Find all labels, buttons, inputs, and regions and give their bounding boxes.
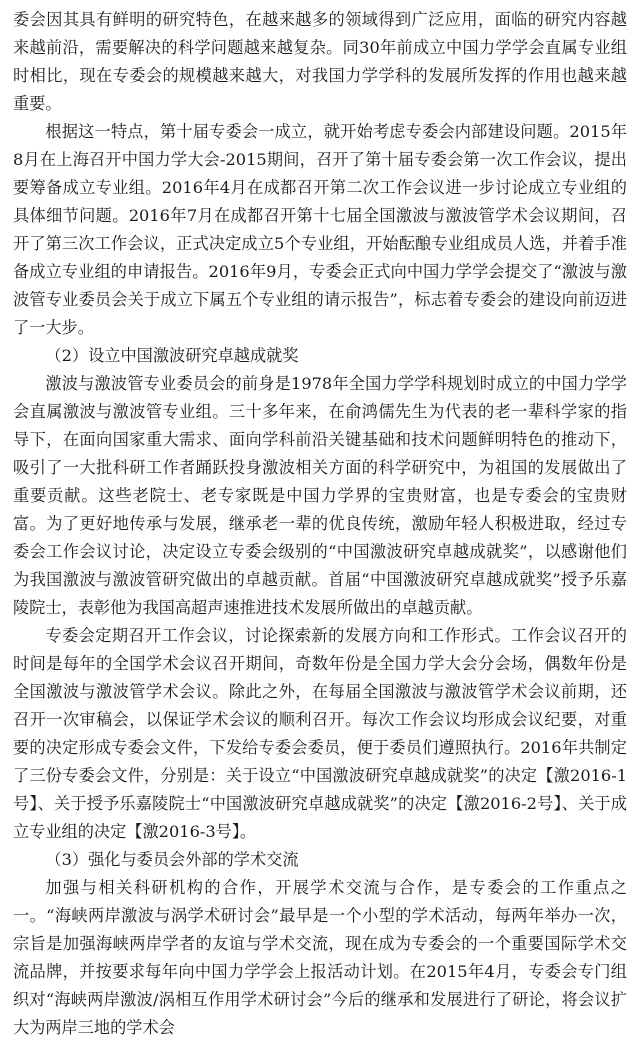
body-paragraph: 激波与激波管专业委员会的前身是1978年全国力学学科规划时成立的中国力学学会直属激波与激波管专业组。三十多年来，在俞鸿儒先生为代表的老一辈科学家的指导下，在面向国家重大需求、面向学科前沿关键基础和技术问题鲜明特色的推动下，吸引了一大批科研工作者踊跃投身激波相关方面的科学研究中，为祖国的发展做出了重要贡献。这些老院士、老专家既是中国力学界的宝贵财富，也是专委会的宝贵财富。为了更好地传承与发展，继承老一辈的优良传统，激励年轻人积极进取，经过专委会工作会议讨论，决定设立专委会级别的“中国激波研究卓越成就奖”，以感谢他们为我国激波与激波管研究做出的卓越贡献。首届“中国激波研究卓越成就奖”授予乐嘉陵院士，表彰他为我国高超声速推进技术发展所做出的卓越贡献。 (13, 374, 627, 617)
section-heading: （2）设立中国激波研究卓越成就奖 (45, 346, 299, 365)
body-paragraph: 根据这一特点，第十届专委会一成立，就开始考虑专委会内部建设问题。2015年8月在上海召开中国力学大会-2015期间，召开了第十届专委会第一次工作会议，提出要筹备成立专业组。2016年4月在成都召开第二次工作会议进一步讨论成立专业组的具体细节问题。2016年7月在成都召开第十七届全国激波与激波管学术会议期间，召开了第三次工作会议，正式决定成立5个专业组，开始酝酿专业组成员人选，并着手准备成立专业组的申请报告。2016年9月，专委会正式向中国力学学会提交了“激波与激波管专业委员会关于成立下属五个专业组的请示报告”，标志着专委会的建设向前迈进了一大步。 (13, 122, 627, 337)
section-heading: （3）强化与委员会外部的学术交流 (45, 850, 299, 869)
body-paragraph: 专委会定期召开工作会议，讨论探索新的发展方向和工作形式。工作会议召开的时间是每年的全国学术会议召开期间，奇数年份是全国力学大会分会场，偶数年份是全国激波与激波管学术会议。除此之外，在每届全国激波与激波管学术会议前期，还召开一次审稿会，以保证学术会议的顺利召开。每次工作会议均形成会议纪要，对重要的决定形成专委会文件，下发给专委会委员，便于委员们遵照执行。2016年共制定了三份专委会文件，分别是：关于设立“中国激波研究卓越成就奖”的决定【激2016-1号】、关于授予乐嘉陵院士“中国激波研究卓越成就奖”的决定【激2016-2号】、关于成立专业组的决定【激2016-3号】。 (13, 626, 627, 841)
body-paragraph: 加强与相关科研机构的合作，开展学术交流与合作，是专委会的工作重点之一。“海峡两岸激波与涡学术研讨会”最早是一个小型的学术活动，每两年举办一次，宗旨是加强海峡两岸学者的友谊与学术交流，现在成为专委会的一个重要国际学术交流品牌，并按要求每年向中国力学学会上报活动计划。在2015年4月，专委会专门组织对“海峡两岸激波/涡相互作用学术研讨会”今后的继承和发展进行了研论，将会议扩大为两岸三地的学术会 (13, 878, 627, 1037)
body-paragraph-continued: 委会因其具有鲜明的研究特色，在越来越多的领域得到广泛应用，面临的研究内容越来越前沿，需要解决的科学问题越来越复杂。同30年前成立中国力学学会直属专业组时相比，现在专委会的规模越来越大，对我国力学学科的发展所发挥的作用也越来越重要。 (13, 10, 627, 113)
